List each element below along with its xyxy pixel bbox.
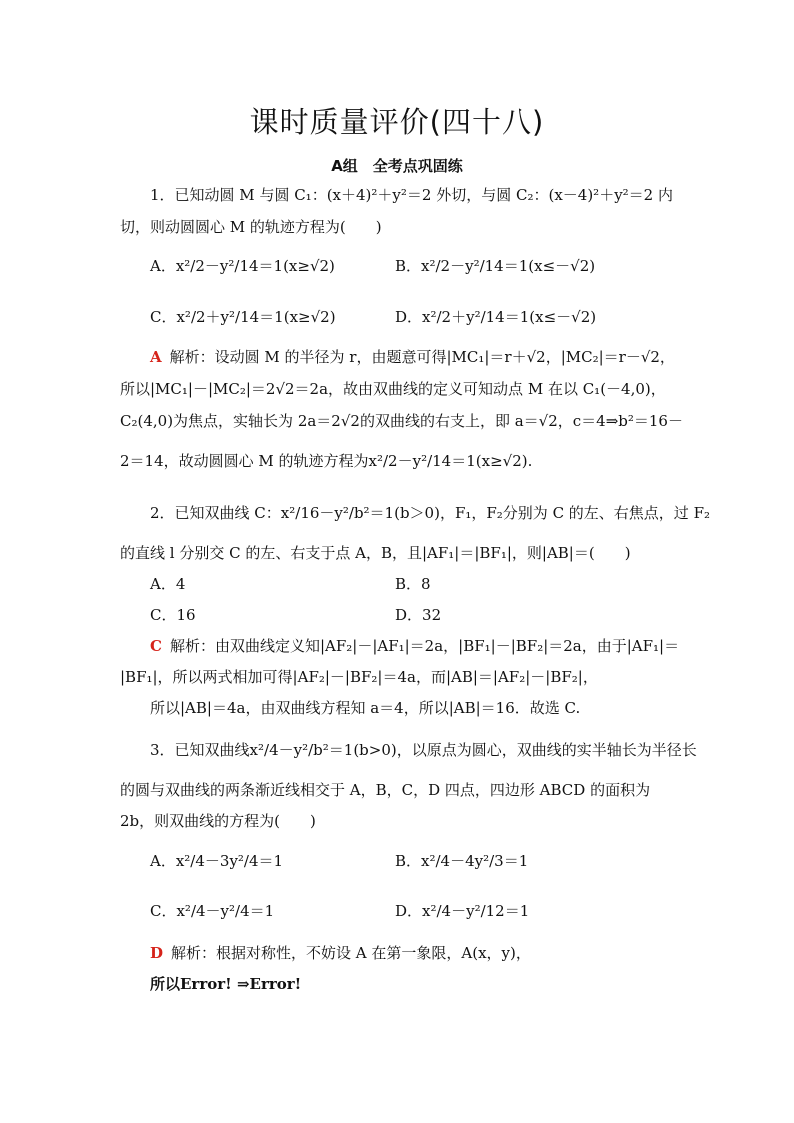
q2-solution-line3: 所以|AB|＝4a，由双曲线方程知 a＝4，所以|AB|＝16．故选 C. xyxy=(150,699,581,717)
q1-solution-line3: C₂(4,0)为焦点，实轴长为 2a＝2√2的双曲线的右支上，即 a＝√2，c＝4⇒b²＝16－ xyxy=(120,412,683,430)
section-heading: A组 全考点巩固练 xyxy=(331,157,463,175)
q1-option-d: D．x²/2＋y²/14＝1(x≤－√2) xyxy=(395,308,597,326)
q3-option-a: A．x²/4－3y²/4＝1 xyxy=(150,852,284,870)
q3-stem-line2: 的圆与双曲线的两条渐近线相交于 A，B，C，D 四点，四边形 ABCD 的面积为 xyxy=(120,781,651,799)
q3-stem-line3: 2b，则双曲线的方程为( ) xyxy=(120,812,316,830)
q3-option-b: B．x²/4－4y²/3＝1 xyxy=(395,852,529,870)
q3-solution-line1 xyxy=(150,943,710,963)
q3-solution-text: 解析：根据对称性，不妨设 A 在第一象限，A(x，y)， xyxy=(171,944,531,962)
q3-option-d: D．x²/4－y²/12＝1 xyxy=(395,902,530,920)
q2-solution-line1 xyxy=(150,636,710,656)
q1-solution-text: 解析：设动圆 M 的半径为 r，由题意可得|MC₁|＝r＋√2，|MC₂|＝r－√2， xyxy=(169,348,675,366)
q2-option-a: A．4 xyxy=(150,575,186,593)
q2-option-c: C．16 xyxy=(150,606,196,624)
q3-solution-line2: 所以Error! ⇒Error! xyxy=(150,975,302,993)
q3-stem-line1: 3．已知双曲线x²/4－y²/b²＝1(b>0)，以原点为圆心，双曲线的实半轴长为半径长 xyxy=(150,741,697,759)
q2-solution-line2: |BF₁|，所以两式相加可得|AF₂|－|BF₂|＝4a，而|AB|＝|AF₂|－|BF₂|， xyxy=(120,668,598,686)
q2-stem-line1: 2．已知双曲线 C：x²/16－y²/b²＝1(b＞0)，F₁，F₂分别为 C 的左、右焦点，过 F₂ xyxy=(150,504,710,522)
q2-solution-text: 解析：由双曲线定义知|AF₂|－|AF₁|＝2a，|BF₁|－|BF₂|＝2a，由于|AF₁|＝ xyxy=(169,637,680,655)
q1-solution-line4: 2＝14，故动圆圆心 M 的轨迹方程为x²/2－y²/14＝1(x≥√2). xyxy=(120,452,533,470)
q2-stem-line2: 的直线 l 分别交 C 的左、右支于点 A，B，且|AF₁|＝|BF₁|，则|AB|＝( ) xyxy=(120,544,631,562)
q1-stem-line2: 切，则动圆圆心 M 的轨迹方程为( ) xyxy=(120,218,382,236)
q3-answer: D xyxy=(150,944,164,962)
q1-option-a: A．x²/2－y²/14＝1(x≥√2) xyxy=(150,257,335,275)
q1-option-b: B．x²/2－y²/14＝1(x≤－√2) xyxy=(395,257,596,275)
q2-option-d: D．32 xyxy=(395,606,442,624)
page-title: 课时质量评价(四十八) xyxy=(249,105,545,139)
q2-answer: C xyxy=(150,637,162,655)
q1-stem-line1: 1．已知动圆 M 与圆 C₁：(x＋4)²＋y²＝2 外切，与圆 C₂：(x－4)²＋y²＝2 内 xyxy=(150,186,673,204)
q2-option-b: B．8 xyxy=(395,575,431,593)
q1-solution-line1 xyxy=(150,347,710,367)
q1-solution-line2: 所以|MC₁|－|MC₂|＝2√2＝2a，故由双曲线的定义可知动点 M 在以 C₁(－4,0)， xyxy=(120,380,666,398)
q1-option-c: C．x²/2＋y²/14＝1(x≥√2) xyxy=(150,308,336,326)
q1-answer: A xyxy=(150,348,162,366)
q3-option-c: C．x²/4－y²/4＝1 xyxy=(150,902,275,920)
